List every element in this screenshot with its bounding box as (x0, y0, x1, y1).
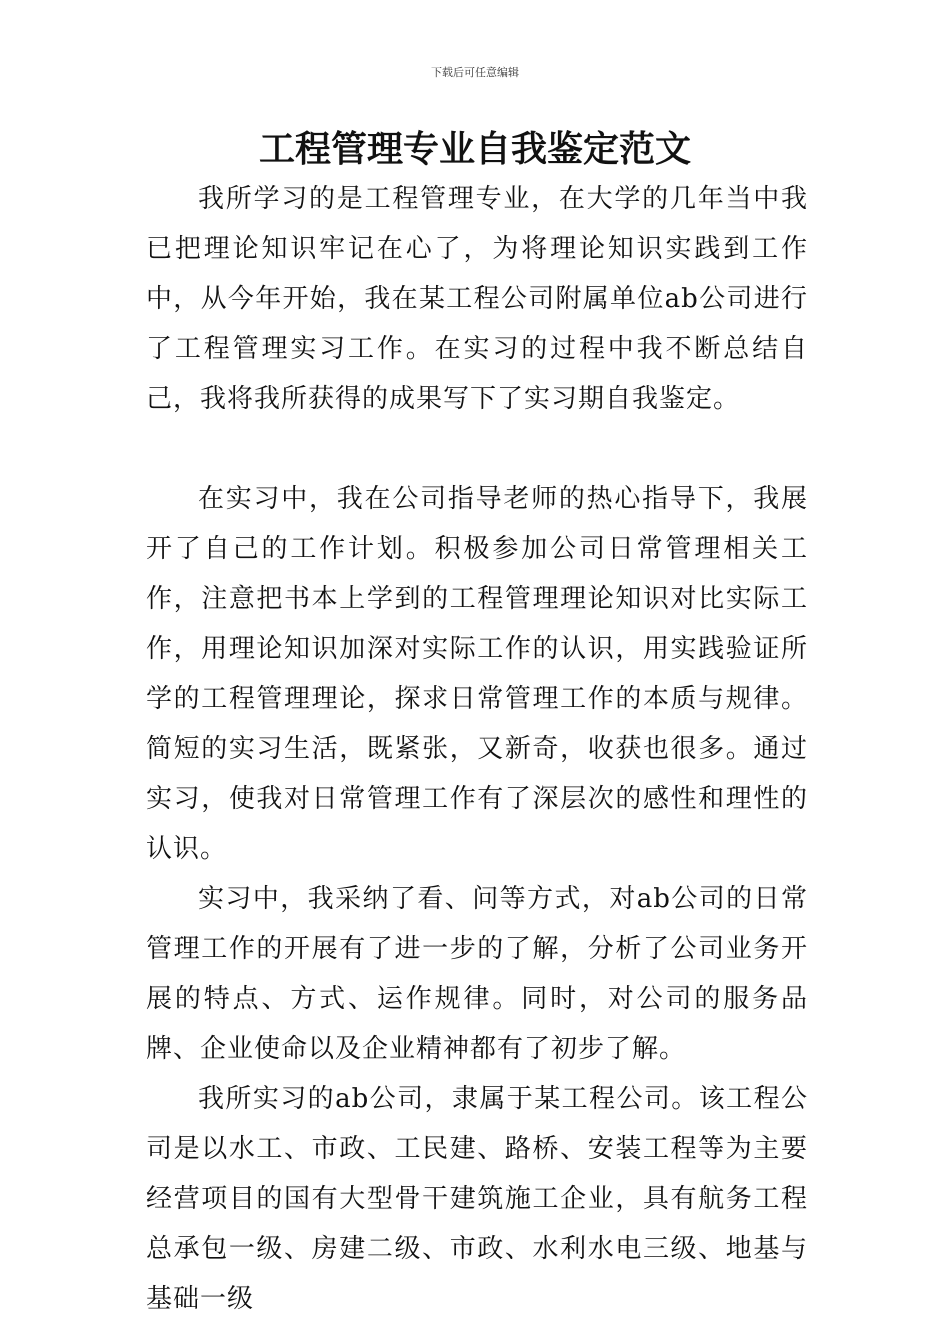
paragraph-4: 我所实习的ab公司，隶属于某工程公司。该工程公司是以水工、市政、工民建、路桥、安装工程等为主要经营项目的国有大型骨干建筑施工企业，具有航务工程总承包一级、房建二级、市政、水利水电三级、地基与基础一级 (146, 1084, 808, 1314)
document-title: 工程管理专业自我鉴定范文 (258, 129, 691, 170)
paragraph-2: 在实习中，我在公司指导老师的热心指导下，我展开了自己的工作计划。积极参加公司日常管理相关工作，注意把书本上学到的工程管理理论知识对比实际工作，用理论知识加深对实际工作的认识，用实践验证所学的工程管理理论，探求日常管理工作的本质与规律。简短的实习生活，既紧张，又新奇，收获也很多。通过实习，使我对日常管理工作有了深层次的感性和理性的认识。 (146, 484, 808, 864)
paragraph-1: 我所学习的是工程管理专业，在大学的几年当中我已把理论知识牢记在心了，为将理论知识实践到工作中，从今年开始，我在某工程公司附属单位ab公司进行了工程管理实习工作。在实习的过程中我不断总结自己，我将我所获得的成果写下了实习期自我鉴定。 (146, 184, 808, 414)
document-body (146, 174, 808, 1324)
header-note: 下载后可任意编辑 (431, 66, 519, 79)
paragraph-3: 实习中，我采纳了看、问等方式，对ab公司的日常管理工作的开展有了进一步的了解，分析了公司业务开展的特点、方式、运作规律。同时，对公司的服务品牌、企业使命以及企业精神都有了初步了解。 (146, 884, 808, 1064)
